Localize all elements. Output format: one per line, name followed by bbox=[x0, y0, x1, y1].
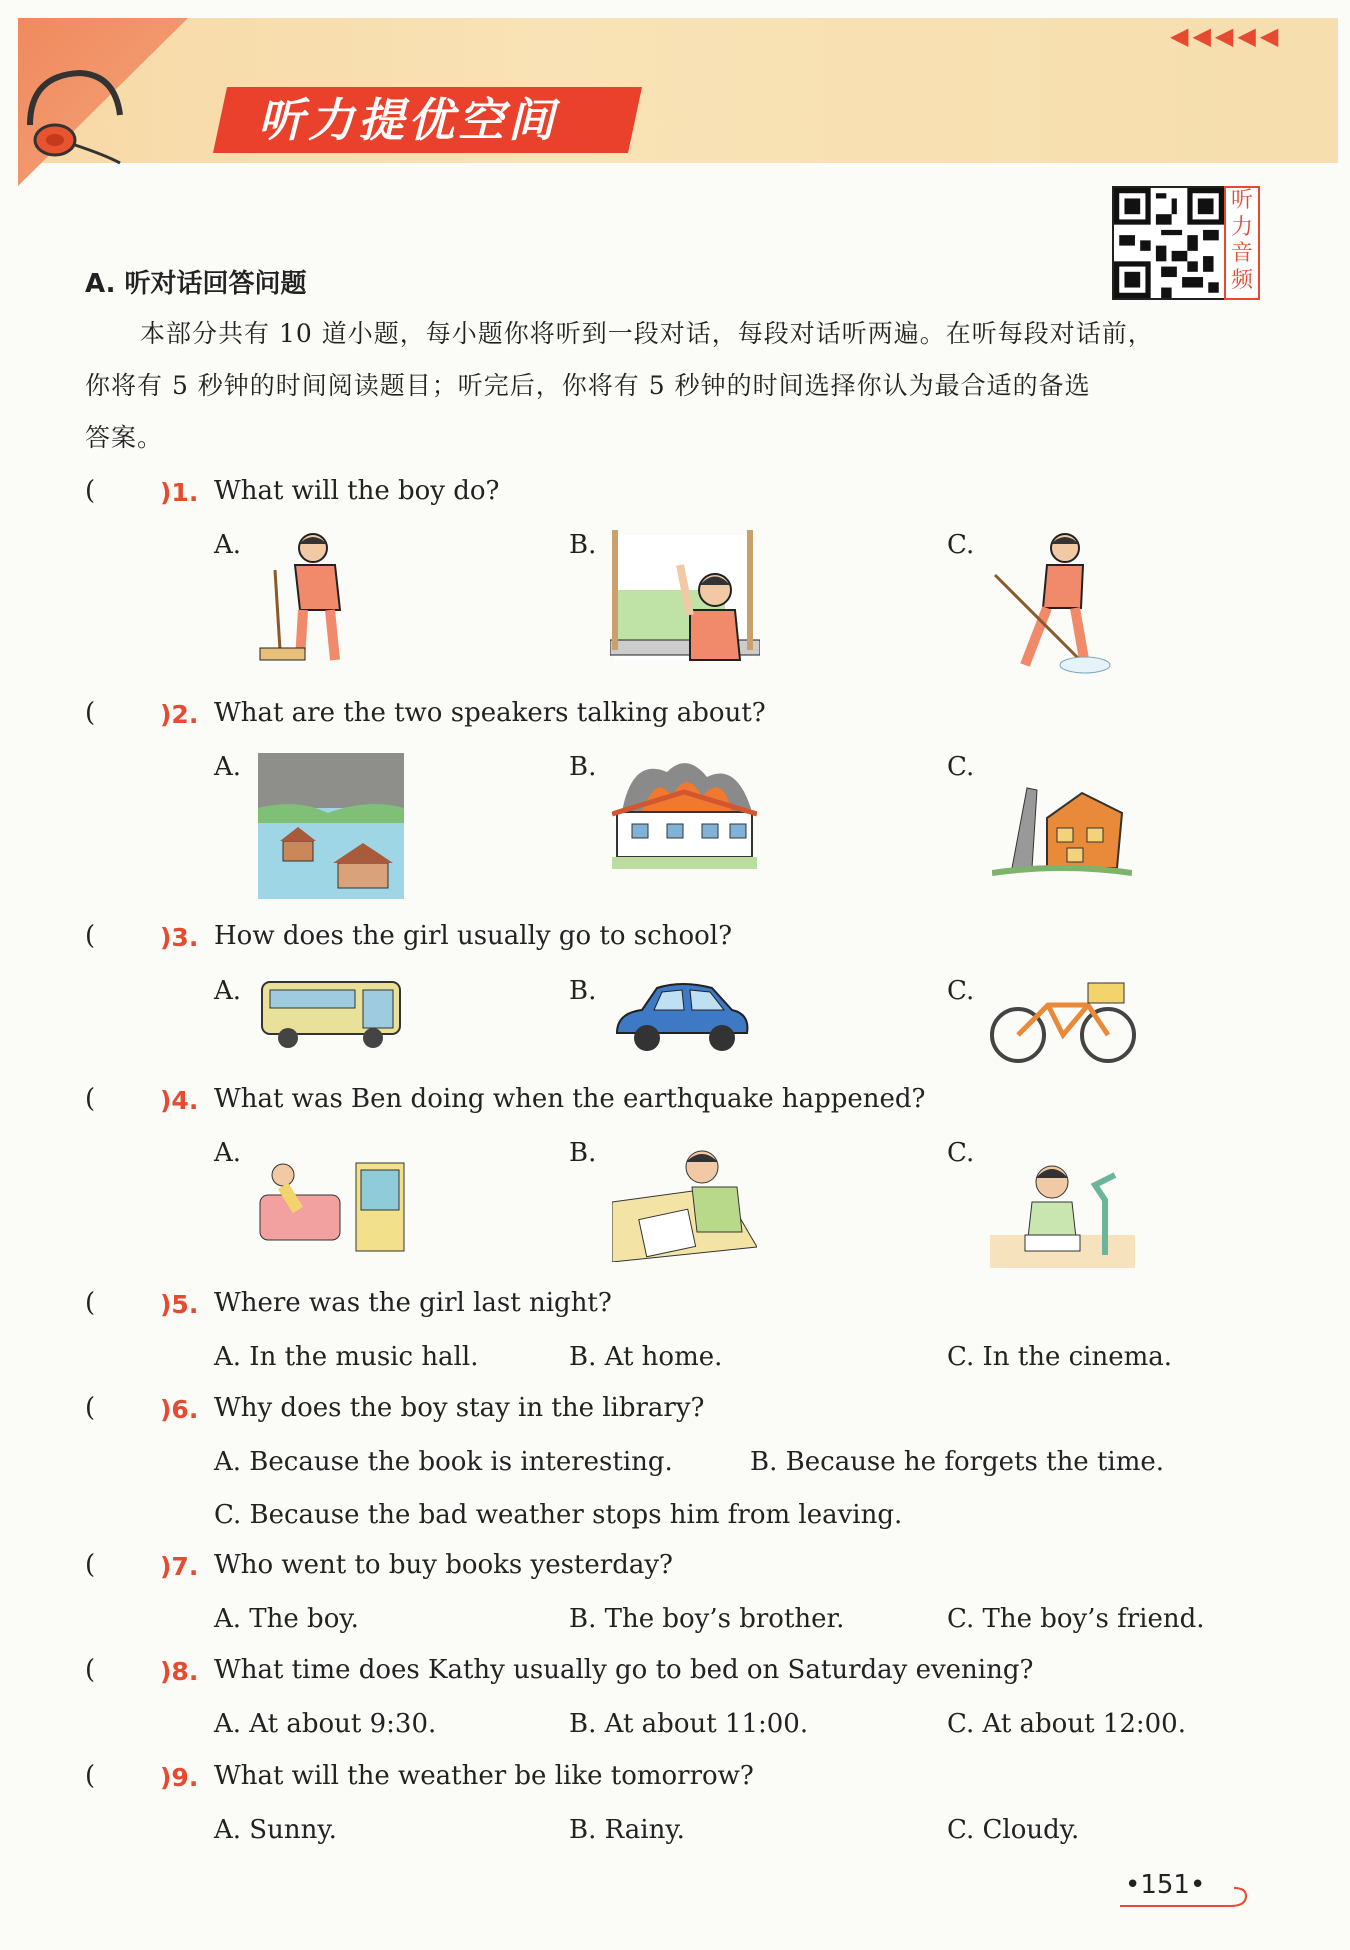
question-number: )5. bbox=[160, 1290, 199, 1319]
option-label[interactable]: C. bbox=[947, 752, 975, 782]
answer-paren[interactable]: ( bbox=[85, 476, 96, 506]
option-label[interactable]: B. bbox=[569, 976, 597, 1006]
question-number: )3. bbox=[160, 923, 199, 952]
earthquake-house-picture bbox=[992, 778, 1132, 878]
question-number: )8. bbox=[160, 1657, 199, 1686]
answer-paren[interactable]: ( bbox=[85, 698, 96, 728]
question-text: What will the weather be like tomorrow? bbox=[214, 1761, 754, 1791]
boy-drawing-picture bbox=[612, 1142, 757, 1262]
instruction-line: 本部分共有 10 道小题，每小题你将听到一段对话，每段对话听两遍。在听每段对话前， bbox=[140, 319, 1154, 348]
arrow-decoration-icon: ◀◀◀◀◀ bbox=[1170, 22, 1283, 50]
option-text[interactable]: A. Sunny. bbox=[214, 1815, 337, 1845]
question-number: )9. bbox=[160, 1763, 199, 1792]
option-label[interactable]: A. bbox=[214, 1138, 242, 1168]
option-label[interactable]: A. bbox=[214, 976, 242, 1006]
option-label[interactable]: B. bbox=[569, 752, 597, 782]
answer-paren[interactable]: ( bbox=[85, 1084, 96, 1114]
headphone-icon bbox=[20, 55, 130, 165]
option-text[interactable]: A. At about 9:30. bbox=[214, 1709, 437, 1739]
answer-paren[interactable]: ( bbox=[85, 1288, 96, 1318]
question-text: What are the two speakers talking about? bbox=[214, 698, 766, 728]
question-text: How does the girl usually go to school? bbox=[214, 921, 733, 951]
answer-paren[interactable]: ( bbox=[85, 1761, 96, 1791]
boy-sweeping-picture bbox=[255, 530, 355, 670]
option-text[interactable]: B. Rainy. bbox=[569, 1815, 685, 1845]
bus-picture bbox=[258, 978, 404, 1050]
instruction-line: 你将有 5 秒钟的时间阅读题目；听完后，你将有 5 秒钟的时间选择你认为最合适的备选 bbox=[85, 371, 1091, 400]
boy-cleaning-window-picture bbox=[610, 530, 760, 665]
question-text: What was Ben doing when the earthquake happened? bbox=[214, 1084, 926, 1114]
fire-picture bbox=[612, 752, 757, 872]
qr-code-icon[interactable] bbox=[1112, 186, 1226, 300]
page-number-underline-icon bbox=[1118, 1882, 1253, 1912]
option-text[interactable]: A. In the music hall. bbox=[214, 1342, 479, 1372]
answer-paren[interactable]: ( bbox=[85, 1550, 96, 1580]
option-text[interactable]: B. At about 11:00. bbox=[569, 1709, 809, 1739]
question-number: )4. bbox=[160, 1086, 199, 1115]
option-label[interactable]: C. bbox=[947, 976, 975, 1006]
question-text: What time does Kathy usually go to bed on Saturday evening? bbox=[214, 1655, 1034, 1685]
question-text: Who went to buy books yesterday? bbox=[214, 1550, 673, 1580]
option-text[interactable]: C. Because the bad weather stops him from leaving. bbox=[214, 1500, 903, 1530]
boy-reading-picture bbox=[990, 1150, 1135, 1268]
option-label[interactable]: A. bbox=[214, 530, 242, 560]
boy-watching-tv-picture bbox=[258, 1155, 406, 1253]
page-title: 听力提优空间 bbox=[258, 93, 558, 147]
option-text[interactable]: C. Cloudy. bbox=[947, 1815, 1080, 1845]
answer-paren[interactable]: ( bbox=[85, 921, 96, 951]
option-text[interactable]: C. The boy’s friend. bbox=[947, 1604, 1205, 1634]
option-text[interactable]: C. In the cinema. bbox=[947, 1342, 1173, 1372]
question-number: )2. bbox=[160, 700, 199, 729]
option-text[interactable]: C. At about 12:00. bbox=[947, 1709, 1186, 1739]
boy-mopping-picture bbox=[985, 530, 1115, 680]
option-text[interactable]: B. The boy’s brother. bbox=[569, 1604, 845, 1634]
car-picture bbox=[612, 978, 752, 1058]
bicycle-picture bbox=[988, 975, 1138, 1067]
option-label[interactable]: A. bbox=[214, 752, 242, 782]
question-text: Why does the boy stay in the library? bbox=[214, 1393, 705, 1423]
instruction-line: 答案。 bbox=[85, 423, 164, 452]
flood-picture bbox=[258, 753, 404, 899]
option-text[interactable]: B. Because he forgets the time. bbox=[750, 1447, 1165, 1477]
question-number: )1. bbox=[160, 478, 199, 507]
option-label[interactable]: C. bbox=[947, 1138, 975, 1168]
question-text: What will the boy do? bbox=[214, 476, 500, 506]
qr-audio-label: 听力音频 bbox=[1224, 186, 1260, 300]
option-label[interactable]: B. bbox=[569, 530, 597, 560]
question-text: Where was the girl last night? bbox=[214, 1288, 612, 1318]
section-heading: A. 听对话回答问题 bbox=[85, 269, 307, 299]
option-text[interactable]: A. The boy. bbox=[214, 1604, 359, 1634]
option-label[interactable]: C. bbox=[947, 530, 975, 560]
option-text[interactable]: A. Because the book is interesting. bbox=[214, 1447, 673, 1477]
page-number: •151• bbox=[1125, 1870, 1206, 1900]
question-number: )7. bbox=[160, 1552, 199, 1581]
answer-paren[interactable]: ( bbox=[85, 1655, 96, 1685]
option-text[interactable]: B. At home. bbox=[569, 1342, 723, 1372]
answer-paren[interactable]: ( bbox=[85, 1393, 96, 1423]
question-number: )6. bbox=[160, 1395, 199, 1424]
option-label[interactable]: B. bbox=[569, 1138, 597, 1168]
